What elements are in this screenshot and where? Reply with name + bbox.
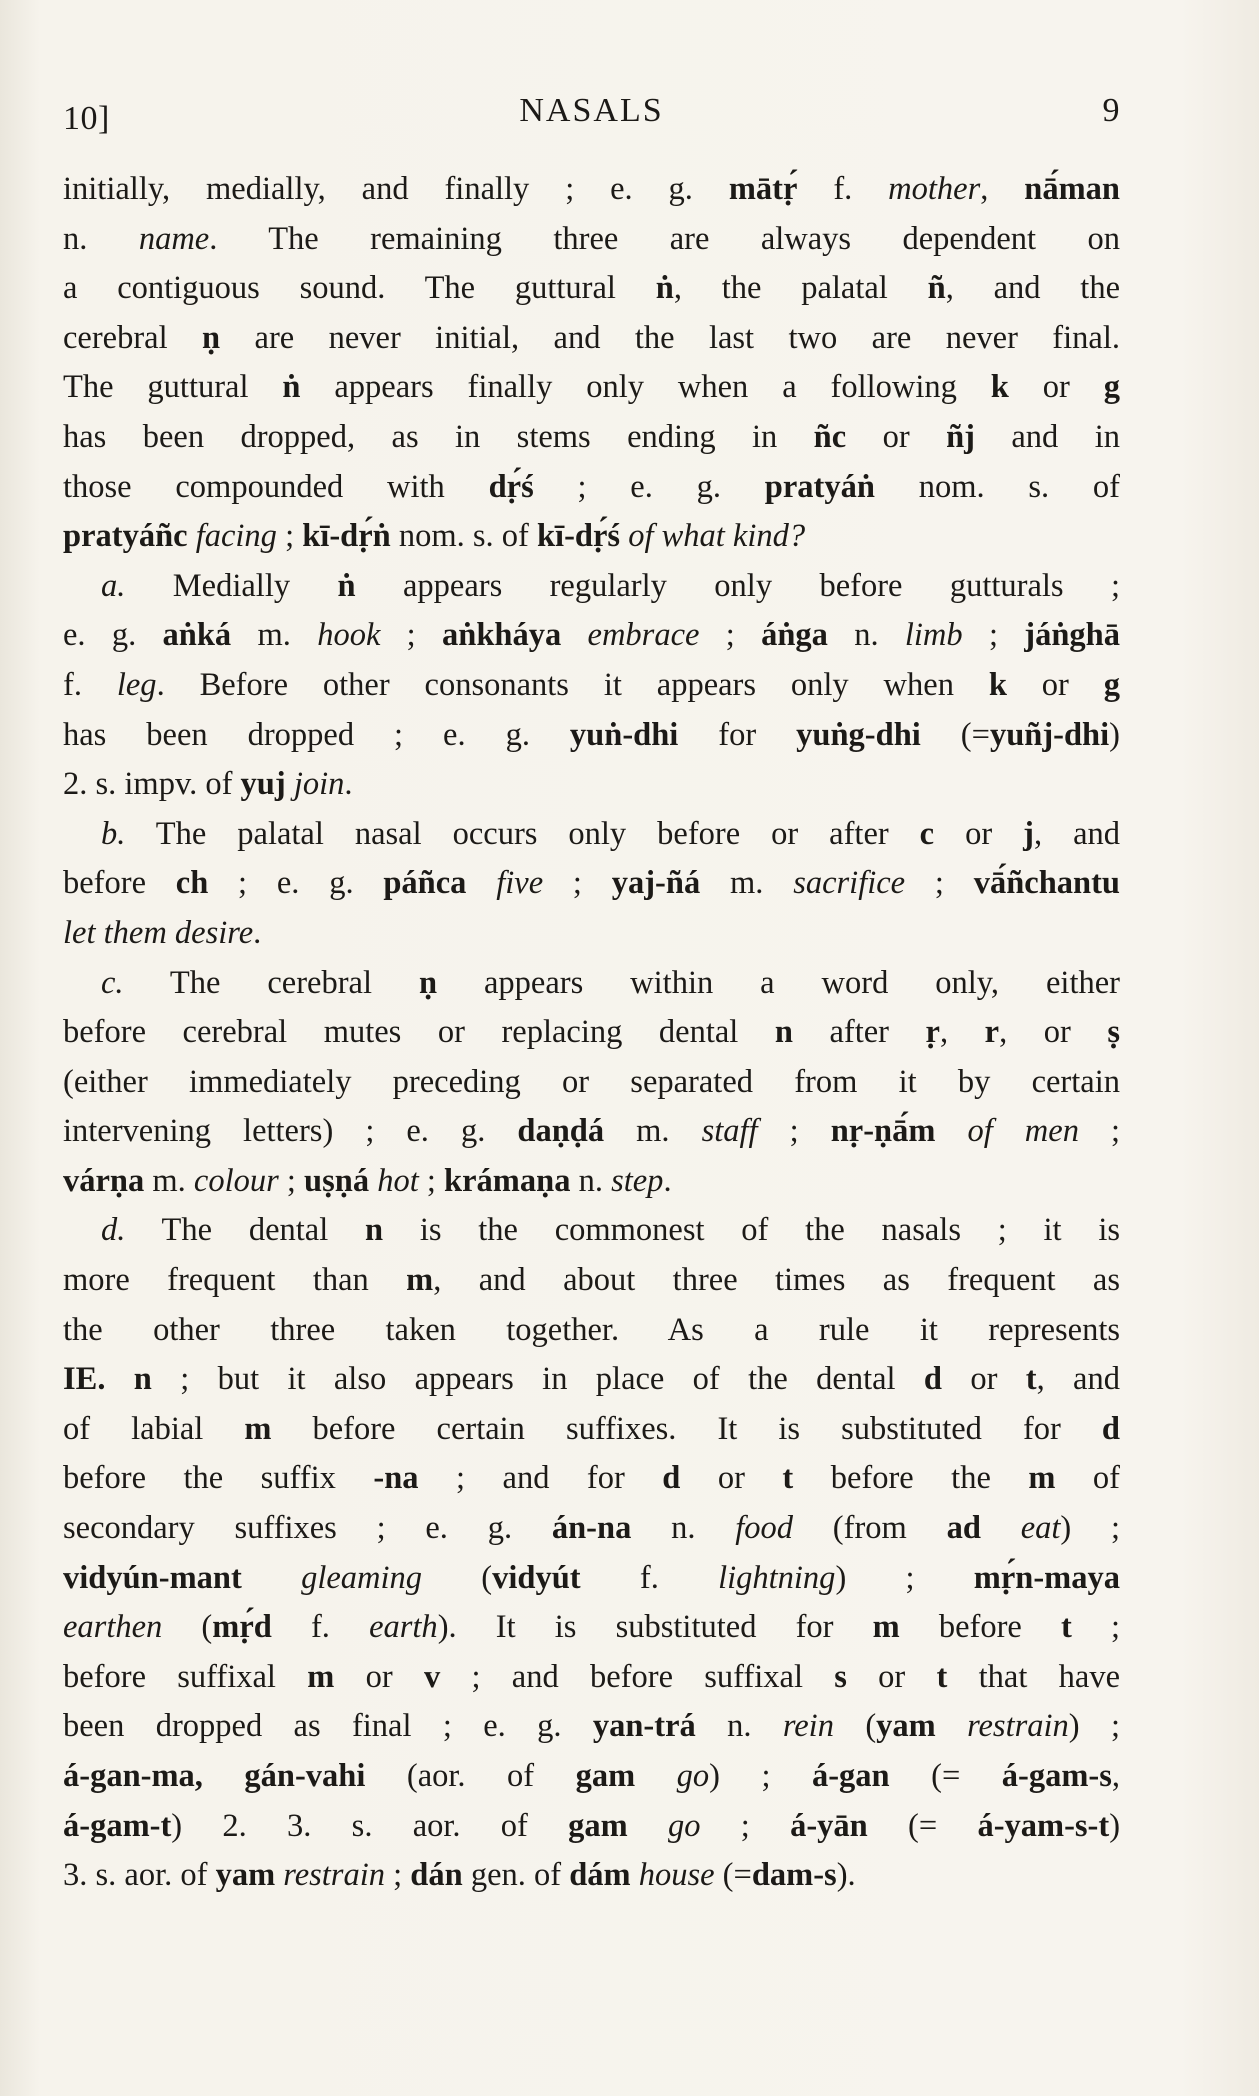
sanskrit-term: ṣ [1107,1014,1121,1051]
text-run: f. [63,666,117,703]
text-run: (= [889,1758,1002,1794]
text-line [63,165,1120,215]
text-line [63,1802,1120,1852]
text-run: ; [543,865,612,902]
gloss: c. [101,964,124,1001]
text-run: intervening letters) ; e. g. [63,1113,518,1150]
gloss: earth [369,1609,438,1646]
gloss: hot [377,1162,419,1199]
sanskrit-term: ṛ [925,1014,940,1051]
sanskrit-term: j [1023,815,1034,852]
text-run: ; [1078,1113,1121,1150]
sanskrit-term: mṛ́n-maya [973,1559,1120,1596]
text-line [63,661,1120,711]
text-run [561,617,587,653]
sanskrit-term: ṅ [655,270,674,307]
text-run: ; [276,518,303,555]
text-line [63,1206,1120,1256]
sanskrit-term: uṣṇá [304,1162,370,1199]
text-line [63,1653,1120,1703]
text-run: are never initial, and the last two are never final. [220,319,1120,356]
sanskrit-term: nā́man [1024,171,1121,207]
text-run: before suffixal [63,1658,308,1695]
gloss: staff [701,1113,758,1150]
text-run: , and [1033,815,1120,852]
sanskrit-term: pratyáṅ [764,468,875,505]
sanskrit-term: m [406,1262,434,1299]
text-line [63,1603,1120,1653]
text-run: . [344,766,353,803]
sanskrit-term: -na [373,1460,419,1497]
text-run: . Before other consonants it appears only when [156,666,989,703]
sanskrit-term: dám [569,1857,631,1894]
gloss: let them desire [63,914,254,951]
gloss: b. [101,815,126,852]
text-run: or [1006,666,1104,703]
text-run: has been dropped ; e. g. [63,716,570,753]
gloss: restrain [283,1857,385,1894]
text-run: that have [947,1658,1121,1695]
sanskrit-term: yan-trá [592,1708,696,1745]
text-run: ) ; [1060,1510,1121,1547]
text-run: gen. of [462,1857,570,1894]
sanskrit-term: d [662,1460,681,1497]
sanskrit-term: dam-s [751,1857,837,1894]
text-run: m. [144,1162,194,1199]
text-run: The dental [125,1212,365,1249]
text-run: or [680,1460,783,1497]
gloss: step [611,1162,664,1199]
text-run: n. [695,1708,783,1745]
sanskrit-term: vidyút [492,1559,581,1596]
text-run: is the commonest of the nasals ; it is [383,1212,1120,1249]
text-run: before certain suffixes. It is substituted for [271,1410,1102,1447]
text-run: n. [570,1162,612,1199]
text-line [63,909,1120,959]
sanskrit-term: vā́ñchantu [973,865,1121,902]
sanskrit-term: d [923,1361,942,1398]
gloss: of men [967,1113,1079,1150]
sanskrit-term: ñ [927,270,946,307]
gloss: leg [116,666,157,703]
gloss: of what kind? [628,518,806,555]
text-run: ; [1071,1609,1121,1646]
text-run: (= [920,716,990,753]
sanskrit-term: n [774,1014,793,1051]
section-number: 10] [63,100,110,137]
text-run: initially, medially, and finally ; e. g. [63,171,729,207]
sanskrit-term: IE. n [63,1361,152,1398]
text-line [63,264,1120,314]
sanskrit-term: ṇ [418,964,438,1001]
sanskrit-term: s [834,1658,847,1695]
sanskrit-term: ṇ [202,319,221,356]
gloss: gleaming [301,1559,423,1596]
text-run: (= [867,1807,978,1844]
text-line [63,314,1120,364]
sanskrit-term: mātṛ́ [728,171,798,207]
text-run: secondary suffixes ; e. g. [63,1510,552,1547]
gloss: lightning [718,1559,836,1596]
text-run: ; [700,1807,791,1844]
text-run: (from [793,1510,947,1547]
gloss: d. [101,1212,126,1249]
sanskrit-term: á-gan [811,1758,890,1794]
text-run: appears finally only when a following [300,369,991,406]
text-line [63,1107,1120,1157]
sanskrit-term: ñj [946,418,975,455]
text-run: before [63,865,176,902]
sanskrit-term: kī-dṛ́ṅ [302,518,391,555]
gloss: go [668,1807,701,1844]
text-run [635,1758,676,1794]
sanskrit-term: k [988,666,1007,703]
text-run: (= [714,1857,752,1894]
sanskrit-term: t [1061,1609,1072,1646]
gloss: rein [782,1708,834,1745]
text-run: ; [699,617,762,654]
gloss: a. [101,567,126,604]
text-run: for [678,716,797,753]
text-run: (aor. of [365,1758,576,1794]
text-run: or [941,1361,1026,1398]
text-run: f. [271,1609,370,1646]
text-line [63,1157,1120,1207]
text-run: ; [385,1857,411,1894]
page-body [63,165,1120,1901]
text-run: m. [604,1113,702,1150]
text-run: or [1008,369,1104,406]
sanskrit-term: yam [876,1708,936,1745]
text-run: or [846,1658,937,1695]
text-line [63,760,1120,810]
text-run [936,1708,967,1744]
sanskrit-term: aṅkháya [442,617,562,654]
text-run: ). [836,1857,856,1894]
sanskrit-term: á-yam-s-t [977,1807,1110,1844]
text-run: ; [418,1162,445,1199]
text-line [63,1554,1120,1604]
text-run: of [1055,1460,1121,1497]
sanskrit-term: krámaṇa [444,1162,571,1199]
text-line [63,1504,1120,1554]
text-run: or [334,1658,424,1695]
gloss: facing [195,518,277,555]
text-run: appears within a word only, either [437,964,1120,1001]
sanskrit-term: yuñj-dhi [989,716,1110,753]
text-line [63,1405,1120,1455]
text-run: ; [278,1162,305,1199]
text-run: 3. s. aor. of [63,1857,216,1894]
text-line [63,215,1120,265]
sanskrit-term: gam [575,1758,636,1794]
text-run: ; [905,865,974,902]
sanskrit-term: v [423,1658,441,1695]
gloss: mother [888,171,981,207]
text-run: before [899,1609,1061,1646]
text-run: The guttural [63,369,283,406]
text-line [63,1752,1120,1802]
text-run: (either immediately preceding or separated from it by certain [63,1063,1120,1100]
paragraph [63,810,1120,959]
gloss: restrain [967,1708,1069,1745]
sanskrit-term: kī-dṛ́ś [536,518,621,555]
text-run: , and [1036,1361,1120,1398]
sanskrit-term: r [984,1014,1000,1051]
sanskrit-term: yuj [240,766,286,803]
text-run: n. [631,1510,736,1547]
text-run: cerebral [63,319,203,356]
sanskrit-term: yuṅg-dhi [796,716,921,753]
text-run: The cerebral [123,964,419,1001]
sanskrit-term: jáṅghā [1024,617,1120,654]
text-line [63,1702,1120,1752]
sanskrit-term: m [307,1658,335,1695]
text-run: n. [63,220,139,257]
text-line [63,810,1120,860]
sanskrit-term: gam [568,1807,628,1844]
sanskrit-term: á-gam-s [1001,1758,1112,1794]
text-run: or [934,815,1024,852]
text-run [981,1510,1021,1546]
sanskrit-term: ch [175,865,209,902]
text-run: ; [757,1113,831,1150]
sanskrit-term: t [782,1460,794,1497]
sanskrit-term: mṛ́d [212,1609,272,1646]
running-header [63,92,1120,138]
text-run: the other three taken together. As a rule it represents [63,1311,1120,1348]
sanskrit-term: nṛ-ṇā́m [830,1113,936,1150]
text-run: The palatal nasal occurs only before or after [125,815,920,852]
sanskrit-term: á-gam-t [63,1807,172,1844]
text-line [63,1256,1120,1306]
sanskrit-term: d [1101,1410,1120,1447]
gloss: colour [193,1162,279,1199]
sanskrit-term: t [936,1658,948,1695]
sanskrit-term: g [1103,369,1120,406]
paragraph [63,165,1120,562]
gloss: limb [904,617,963,654]
text-run: before the [793,1460,1029,1497]
text-run: ) ; [835,1559,974,1596]
sanskrit-term: m [872,1609,900,1646]
text-run: 2. s. impv. of [63,766,241,803]
text-line [63,1008,1120,1058]
text-run: before the suffix [63,1460,374,1497]
sanskrit-term: k [990,369,1009,406]
text-run: those compounded with [63,468,489,505]
text-run: , the palatal [673,270,928,307]
paragraph [63,562,1120,810]
sanskrit-term: m [244,1410,272,1447]
text-line [63,463,1120,513]
sanskrit-term: ṅ [337,567,356,604]
text-run: more frequent than [63,1262,407,1299]
sanskrit-term: á-gan-ma, gán-vahi [63,1758,366,1794]
text-run: ) ; [1068,1708,1120,1745]
text-run: f. [797,171,889,207]
text-run [620,518,628,554]
text-run: ; and for [418,1460,663,1497]
text-line [63,1306,1120,1356]
text-run: nom. s. of [874,468,1120,505]
text-line [63,859,1120,909]
text-run: , [980,171,1025,207]
text-line [63,1454,1120,1504]
text-run [935,1113,967,1149]
text-line [63,512,1120,562]
gloss: name [138,220,210,257]
sanskrit-term: yuṅ-dhi [569,716,679,753]
text-run: ; but it also appears in place of the dental [151,1361,924,1398]
sanskrit-term: n [364,1212,384,1249]
text-run [628,1808,668,1844]
sanskrit-term: pratyáñc [63,518,188,555]
sanskrit-term: áṅga [761,617,828,654]
text-line [63,1851,1120,1901]
gloss: earthen [63,1609,163,1646]
sanskrit-term: c [919,815,935,852]
text-line [63,562,1120,612]
text-run: , [1111,1758,1121,1794]
text-run [466,865,496,901]
sanskrit-term: aṅká [162,617,232,654]
text-run: appears regularly only before gutturals ; [355,567,1120,604]
text-run [286,766,294,802]
text-run: , and about three times as frequent as [433,1262,1120,1299]
sanskrit-term: t [1025,1361,1037,1398]
text-run: e. g. [63,617,163,654]
text-run: has been dropped, as in stems ending in [63,418,814,455]
text-line [63,1058,1120,1108]
text-run: . [663,1162,672,1199]
text-run: ) [1109,716,1120,753]
text-run: , and the [945,270,1120,307]
text-run: . The remaining three are always dependent on [209,220,1120,257]
sanskrit-term: dán [410,1857,463,1894]
sanskrit-term: ñc [813,418,847,455]
text-run [242,1560,301,1596]
sanskrit-term: daṇḍá [517,1113,605,1150]
text-run [631,1857,639,1893]
sanskrit-term: ad [946,1510,981,1547]
sanskrit-term: dṛ́ś [488,468,534,505]
text-line [63,959,1120,1009]
text-run: nom. s. of [390,518,537,555]
page-number: 9 [1102,92,1120,129]
sanskrit-term: yaj-ñá [611,865,701,902]
sanskrit-term: á-yān [790,1807,868,1844]
text-run: before cerebral mutes or replacing dental [63,1014,775,1051]
text-run: ) ; [709,1758,812,1794]
text-run: ) 2. 3. s. aor. of [171,1807,569,1844]
text-line [63,363,1120,413]
gloss: hook [317,617,381,654]
sanskrit-term: ṅ [282,369,301,406]
gloss: sacrifice [793,865,906,902]
text-run: , or [999,1014,1108,1051]
sanskrit-term: án-na [551,1510,632,1547]
gloss: five [496,865,544,902]
text-run: . [253,914,262,951]
gloss: food [735,1510,794,1547]
sanskrit-term: yam [215,1857,276,1894]
sanskrit-term: páñca [383,865,467,902]
sanskrit-term: m [1028,1460,1056,1497]
text-run: ( [162,1609,213,1646]
sanskrit-term: g [1103,666,1121,703]
gloss: embrace [587,617,700,654]
text-run: ( [422,1559,493,1596]
text-run: f. [580,1559,719,1596]
text-run: Medially [125,567,338,604]
text-run: m. [700,865,794,902]
text-run: after [792,1014,926,1051]
text-line [63,711,1120,761]
paragraph [63,1206,1120,1900]
gloss: eat [1020,1510,1061,1547]
page-title: NASALS [519,92,664,129]
text-run: and in [974,418,1120,455]
text-run: ; e. g. [533,468,765,505]
text-run: ( [833,1708,877,1745]
text-run: ) [1109,1807,1121,1844]
sanskrit-term: vidyún-mant [63,1559,242,1596]
text-run: , [939,1014,985,1051]
text-run: been dropped as final ; e. g. [63,1708,593,1745]
text-line [63,1355,1120,1405]
text-run: ; e. g. [208,865,384,902]
text-run: of labial [63,1410,245,1447]
gloss: house [638,1857,715,1894]
text-run: ; and before suffixal [440,1658,835,1695]
text-run: ). It is substituted for [437,1609,873,1646]
sanskrit-term: várṇa [63,1162,145,1199]
text-run: a contiguous sound. The guttural [63,270,656,307]
text-run: ; [380,617,442,654]
text-run: or [846,418,947,455]
text-line [63,413,1120,463]
text-run: m. [231,617,318,654]
text-run: n. [827,617,905,654]
text-line [63,611,1120,661]
text-run: ; [962,617,1025,654]
gloss: join [293,766,345,803]
text-run [188,518,196,554]
paragraph [63,959,1120,1207]
gloss: go [676,1758,710,1794]
